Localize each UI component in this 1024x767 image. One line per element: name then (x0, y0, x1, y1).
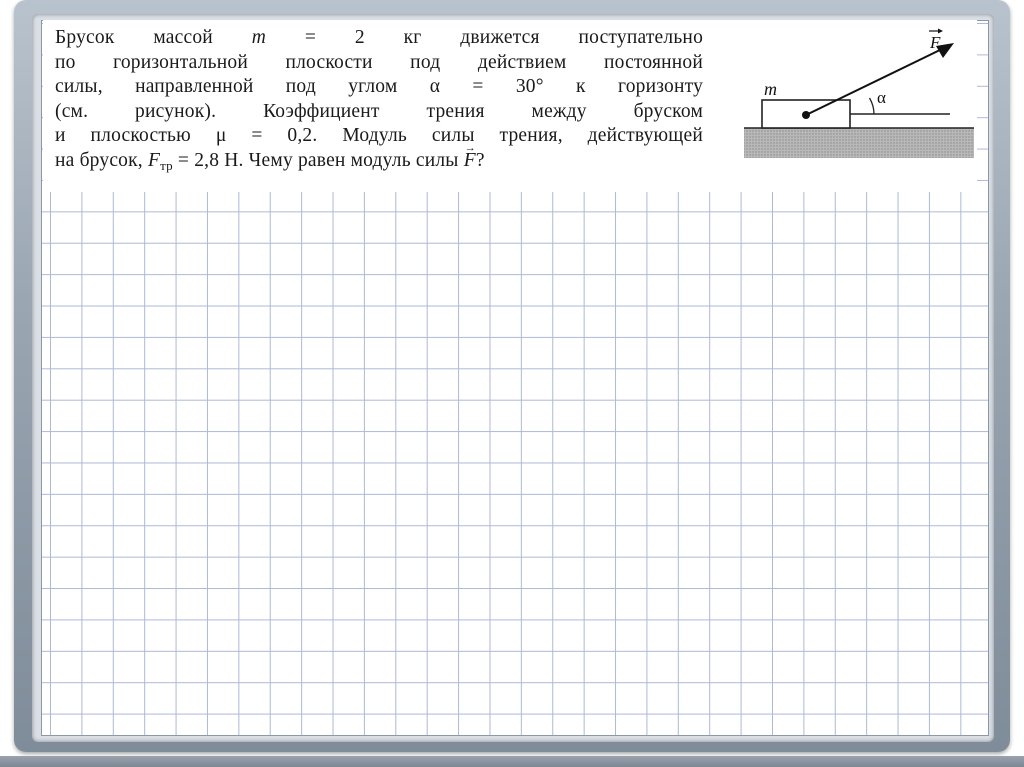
slide-bottom-bar (0, 756, 1024, 767)
mass-label: m (764, 79, 777, 99)
problem-line-5: и плоскостью μ = 0,2. Модуль силы трения, действующей (55, 125, 704, 147)
friction-subscript: тр (160, 157, 173, 173)
ground-surface (744, 128, 974, 158)
force-arrow (806, 49, 942, 115)
angle-label: α (877, 88, 886, 107)
problem-line-4: (см. рисунок). Коэффициент трения между бруском (55, 100, 703, 122)
friction-coefficient: μ = 0,2. (215, 125, 318, 147)
application-point (802, 111, 810, 119)
force-label: F (930, 33, 941, 52)
problem-line-6: на брусок, $F_{тр} = 2,8$ Н. Чему равен модуль силы → F? (55, 149, 703, 179)
force-diagram (740, 22, 977, 192)
angle-variable: α (429, 76, 441, 98)
problem-line-1: Брусок массой m = 2 кг движется поступательно (55, 27, 704, 48)
problem-line-3: силы, направленной под углом α = 30° к горизонту (55, 76, 704, 98)
force-vector-variable: → F (464, 149, 476, 174)
force-label-vector-tip (938, 29, 943, 34)
friction-force-variable: F (147, 149, 161, 171)
problem-panel (43, 20, 977, 192)
mass-variable: m (251, 27, 267, 48)
angle-arc (870, 98, 875, 114)
problem-line-2: по горизонтальной плоскости под действием постоянной (55, 51, 703, 73)
problem-text (55, 26, 703, 179)
